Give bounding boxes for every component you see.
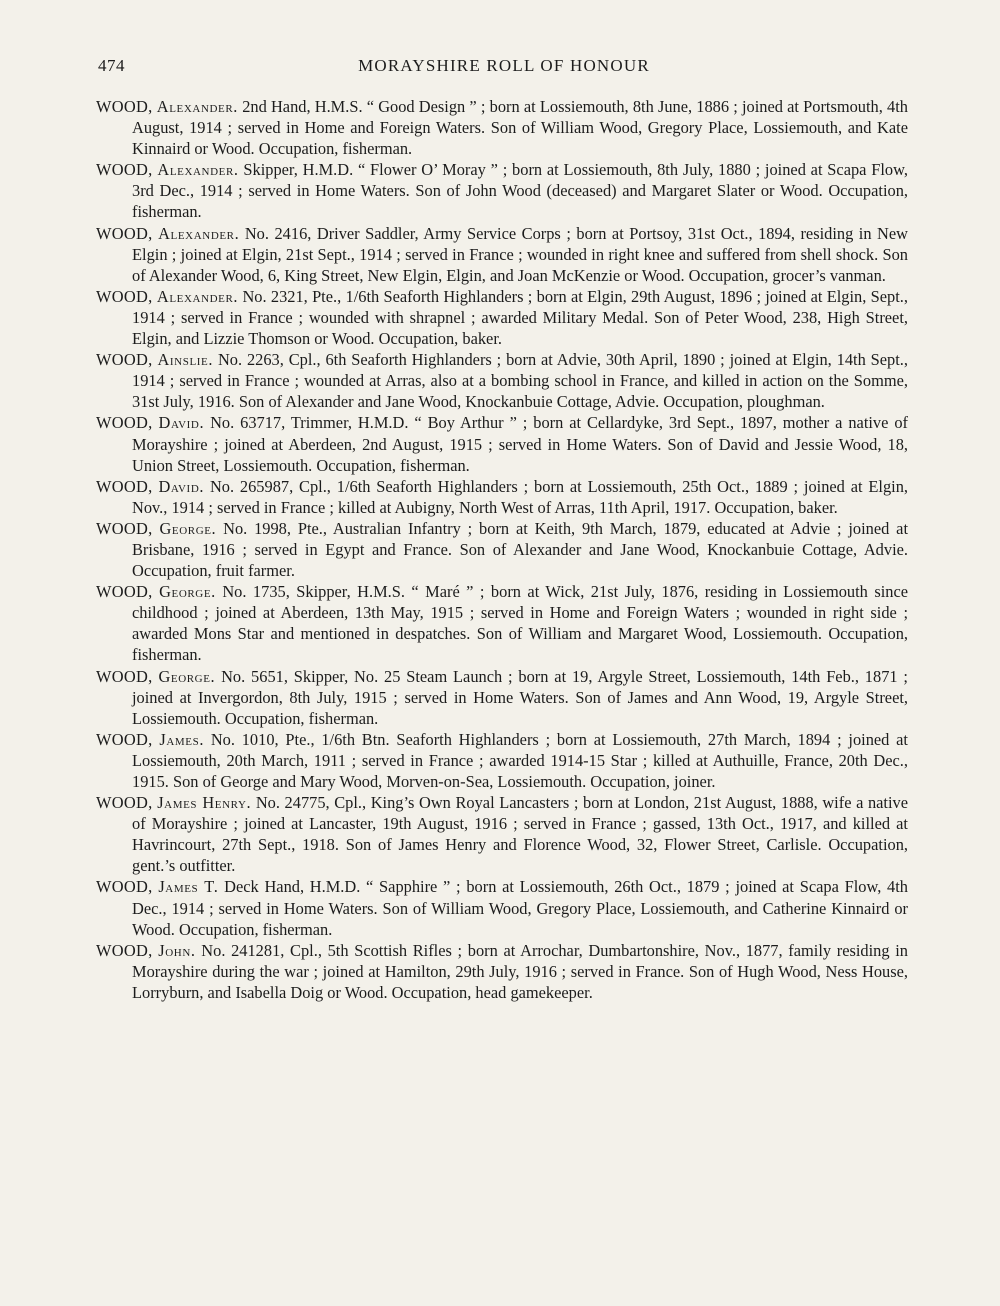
roll-entry	[96, 792, 908, 876]
entry-given-name: James Henry.	[157, 793, 252, 813]
roll-entry	[96, 223, 908, 286]
entry-details: No. 241281, Cpl., 5th Scottish Rifles ; born at Arrochar, Dumbartonshire, Nov., 1877, family residing in Morayshire during the war ; joined at Hamilton, 29th July, 1916 ; served in France. Son of Hugh Wood, Ness House, Lorryburn, and Isabella Doig or Wood. Occupation, head gamekeeper.	[132, 940, 908, 1002]
entry-given-name: James.	[159, 729, 205, 749]
entry-details: No. 2263, Cpl., 6th Seaforth Highlanders ; born at Advie, 30th April, 1890 ; joined at Elgin, 14th Sept., 1914 ; served in France ; wounded at Arras, also at a bombing school in France, and killed in action on the Somme, 31st July, 1916. Son of Alexander and Jane Wood, Knockanbuie Cottage, Advie. Occupation, ploughman.	[132, 350, 908, 412]
entry-surname: WOOD,	[96, 476, 153, 496]
roll-entry	[96, 349, 908, 412]
entry-details: Deck Hand, H.M.D. “ Sapphire ” ; born at Lossiemouth, 26th Oct., 1879 ; joined at Scapa Flow, 4th Dec., 1914 ; served in Home Waters. Son of William Wood, Gregory Place, Lossiemouth, and Catherine Kinnaird or Wood. Occupation, fisherman.	[132, 877, 908, 939]
entry-details: No. 2321, Pte., 1/6th Seaforth Highlanders ; born at Elgin, 29th August, 1896 ; joined at Elgin, Sept., 1914 ; served in France ; wounded with shrapnel ; awarded Military Medal. Son of Peter Wood, 238, High Street, Elgin, and Lizzie Thomson or Wood. Occupation, baker.	[132, 286, 908, 349]
entry-surname: WOOD,	[96, 729, 153, 749]
entry-given-name: George.	[159, 582, 216, 602]
roll-entry	[96, 729, 908, 792]
entry-surname: WOOD,	[96, 286, 153, 306]
entry-given-name: John.	[158, 940, 196, 960]
entry-surname: WOOD,	[96, 793, 153, 813]
roll-entries	[96, 96, 908, 1003]
entry-given-name: George.	[159, 518, 217, 538]
roll-entry	[96, 581, 908, 665]
entry-surname: WOOD,	[96, 223, 153, 243]
roll-entry	[96, 876, 908, 939]
entry-given-name: James T.	[158, 877, 219, 897]
entry-surname: WOOD,	[96, 582, 153, 602]
entry-given-name: David.	[158, 413, 205, 433]
entry-given-name: Alexander.	[156, 97, 238, 116]
entry-details: No. 5651, Skipper, No. 25 Steam Launch ; born at 19, Argyle Street, Lossiemouth, 14th Feb., 1871 ; joined at Invergordon, 8th July, 1915 ; served in Home Waters. Son of James and Ann Wood, 19, Argyle Street, Lossiemouth. Occupation, fisherman.	[132, 666, 908, 728]
entry-details: No. 265987, Cpl., 1/6th Seaforth Highlanders ; born at Lossiemouth, 25th Oct., 1889 ; joined at Elgin, Nov., 1914 ; served in France ; killed at Aubigny, North West of Arras, 11th April, 1917. Occupation, baker.	[132, 476, 909, 517]
entry-given-name: Ainslie.	[157, 350, 214, 370]
entry-given-name: Alexander.	[156, 286, 239, 306]
entry-given-name: Alexander.	[158, 223, 240, 243]
roll-entry	[96, 940, 908, 1003]
entry-details: No. 1010, Pte., 1/6th Btn. Seaforth Highlanders ; born at Lossiemouth, 27th March, 1894 ; joined at Lossiemouth, 20th March, 1911 ; served in France ; awarded 1914-15 Star ; killed at Authuille, France, 20th Dec., 1915. Son of George and Mary Wood, Morven-on-Sea, Lossiemouth. Occupation, joiner.	[132, 729, 908, 791]
running-title: MORAYSHIRE ROLL OF HONOUR	[358, 56, 650, 75]
entry-details: No. 24775, Cpl., King’s Own Royal Lancasters ; born at London, 21st August, 1888, wife a native of Morayshire ; joined at Lancaster, 19th August, 1916 ; served in France ; gassed, 13th Oct., 1917, and killed at Havrincourt, 27th Sept., 1918. Son of James Henry and Florence Wood, 32, Flower Street, Carlisle. Occupation, gent.’s outfitter.	[132, 793, 908, 876]
entry-surname: WOOD,	[96, 97, 153, 116]
entry-surname: WOOD,	[96, 160, 153, 180]
page-header	[98, 56, 910, 80]
entry-details: No. 1998, Pte., Australian Infantry ; born at Keith, 9th March, 1879, educated at Advie ; joined at Brisbane, 1916 ; served in Egypt and France. Son of Alexander and Jane Wood, Knockanbuie Cottage, Advie. Occupation, fruit farmer.	[132, 518, 908, 581]
roll-entry	[96, 412, 908, 475]
entry-surname: WOOD,	[96, 940, 153, 960]
entry-details: 2nd Hand, H.M.S. “ Good Design ” ; born at Lossiemouth, 8th June, 1886 ; joined at Portsmouth, 4th August, 1914 ; served in Home and Foreign Waters. Son of William Wood, Gregory Place, Lossiemouth, and Kate Kinnaird or Wood. Occupation, fisherman.	[132, 97, 908, 159]
entry-details: No. 1735, Skipper, H.M.S. “ Maré ” ; born at Wick, 21st July, 1876, residing in Lossiemouth since childhood ; joined at Aberdeen, 13th May, 1915 ; served in Home and Foreign Waters ; wounded in right side ; awarded Mons Star and mentioned in despatches. Son of William and Margaret Wood, Lossiemouth. Occupation, fisherman.	[132, 582, 908, 665]
entry-given-name: George.	[158, 666, 216, 686]
entry-surname: WOOD,	[96, 413, 153, 433]
entry-details: No. 63717, Trimmer, H.M.D. “ Boy Arthur ” ; born at Cellardyke, 3rd Sept., 1897, mother a native of Morayshire ; joined at Aberdeen, 2nd August, 1915 ; served in Home Waters. Son of David and Jessie Wood, 18, Union Street, Lossiemouth. Occupation, fisherman.	[132, 413, 908, 475]
entry-details: No. 2416, Driver Saddler, Army Service Corps ; born at Portsoy, 31st Oct., 1894, residing in New Elgin ; joined at Elgin, 21st Sept., 1914 ; served in France ; wounded in right knee and suffered from shell shock. Son of Alexander Wood, 6, King Street, New Elgin, Elgin, and Joan McKenzie or Wood. Occupation, grocer’s vanman.	[132, 223, 908, 285]
entry-surname: WOOD,	[96, 877, 153, 897]
entry-given-name: David.	[158, 476, 205, 496]
roll-entry	[96, 286, 908, 349]
roll-entry	[96, 159, 908, 222]
entry-surname: WOOD,	[96, 666, 153, 686]
roll-entry	[96, 476, 908, 518]
entry-given-name: Alexander.	[157, 160, 239, 180]
entry-surname: WOOD,	[96, 518, 153, 538]
entry-details: Skipper, H.M.D. “ Flower O’ Moray ” ; born at Lossiemouth, 8th July, 1880 ; joined at Scapa Flow, 3rd Dec., 1914 ; served in Home Waters. Son of John Wood (deceased) and Margaret Slater or Wood. Occupation, fisherman.	[132, 160, 908, 222]
roll-entry	[96, 518, 908, 581]
roll-entry	[96, 96, 908, 159]
entry-surname: WOOD,	[96, 350, 153, 370]
roll-entry	[96, 666, 908, 729]
page-number: 474	[98, 56, 125, 75]
